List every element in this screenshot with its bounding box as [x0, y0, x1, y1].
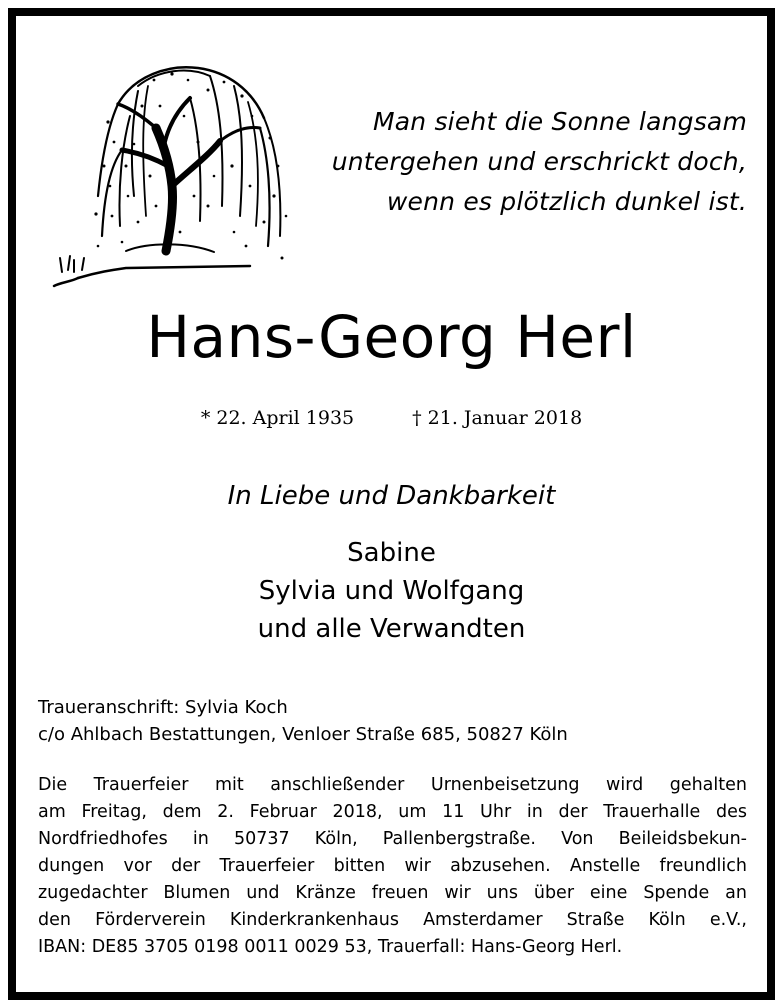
notice-line: zugedachter Blumen und Kränze freuen wir uns über eine Spende an — [38, 883, 747, 903]
address-line: Traueranschrift: Sylvia Koch — [38, 697, 288, 718]
notice-line: am Freitag, dem 2. Februar 2018, um 11 Uhr in der Trauerhalle des — [38, 802, 747, 822]
mourning-address — [38, 694, 738, 748]
birth-date: * 22. April 1935 — [200, 407, 355, 429]
notice-line: dungen vor der Trauerfeier bitten wir abzusehen. Anstelle freundlich — [38, 856, 747, 876]
funeral-notice — [38, 772, 747, 961]
life-dates — [16, 406, 767, 430]
deceased-name: Hans-Georg Herl — [146, 303, 637, 371]
notice-line: Nordfriedhofes in 50737 Köln, Pallenbergstraße. Von Beileidsbekun- — [38, 829, 747, 849]
notice-line: Die Trauerfeier mit anschließender Urnenbeisetzung wird gehalten — [38, 775, 747, 795]
notice-line: den Förderverein Kinderkrankenhaus Amsterdamer Straße Köln e.V., — [38, 910, 747, 930]
quote — [317, 102, 747, 222]
quote-line: untergehen und erschrickt doch, — [331, 147, 747, 176]
notice-line: IBAN: DE85 3705 0198 0011 0029 53, Trauerfall: Hans-Georg Herl. — [38, 937, 623, 957]
mourner-line: Sabine — [347, 538, 436, 568]
dedication: In Liebe und Dankbarkeit — [227, 481, 556, 511]
mourner-line: und alle Verwandten — [257, 614, 526, 644]
mourners — [16, 534, 767, 648]
mourner-line: Sylvia und Wolfgang — [258, 576, 525, 606]
weeping-willow-icon — [38, 46, 298, 296]
obituary-card — [8, 8, 775, 1000]
death-date: † 21. Januar 2018 — [412, 407, 583, 429]
quote-line: Man sieht die Sonne langsam — [372, 107, 747, 136]
quote-line: wenn es plötzlich dunkel ist. — [386, 187, 747, 216]
address-line: c/o Ahlbach Bestattungen, Venloer Straße 685, 50827 Köln — [38, 724, 568, 745]
